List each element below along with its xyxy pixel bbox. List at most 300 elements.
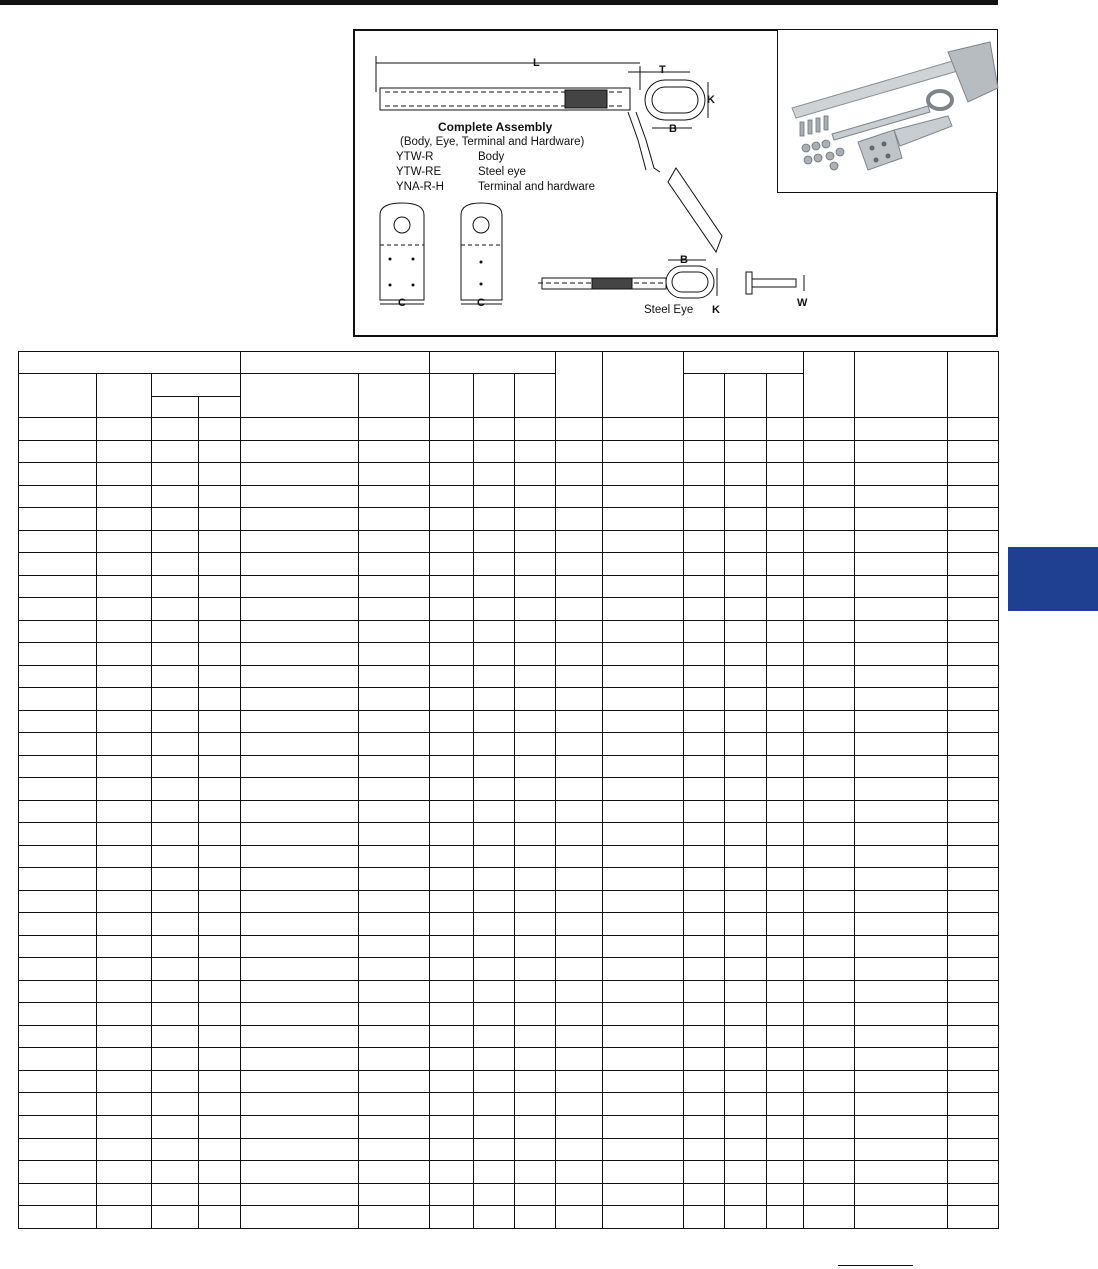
table-cell [684, 1093, 725, 1116]
table-cell [19, 688, 97, 711]
table-cell [515, 1115, 556, 1138]
table-cell [241, 643, 359, 666]
table-cell [241, 1206, 359, 1229]
table-cell [97, 1161, 152, 1184]
table-cell [804, 733, 855, 756]
table-cell [948, 575, 999, 598]
table-cell [767, 665, 804, 688]
table-cell [19, 800, 97, 823]
table-cell [430, 440, 474, 463]
table-cell [767, 778, 804, 801]
table-cell [804, 643, 855, 666]
table-cell [474, 440, 515, 463]
table-cell [855, 1138, 948, 1161]
table-cell [199, 800, 241, 823]
table-cell [804, 1025, 855, 1048]
table-cell [241, 575, 359, 598]
table-cell [359, 845, 430, 868]
table-cell [767, 800, 804, 823]
table-cell [152, 575, 199, 598]
table-cell [684, 1003, 725, 1026]
table-cell [19, 733, 97, 756]
table-cell [152, 958, 199, 981]
table-cell [359, 643, 430, 666]
table-cell [767, 868, 804, 891]
table-cell [603, 913, 684, 936]
table-cell [241, 845, 359, 868]
table-cell [556, 913, 603, 936]
table-cell [199, 530, 241, 553]
table-cell [152, 440, 199, 463]
table-cell [19, 980, 97, 1003]
dimension-label-k-top: K [707, 94, 715, 106]
table-cell [767, 440, 804, 463]
table-cell [359, 800, 430, 823]
table-cell [474, 1206, 515, 1229]
table-cell [152, 620, 199, 643]
table-cell [430, 845, 474, 868]
table-cell [359, 553, 430, 576]
table-cell [804, 755, 855, 778]
table-cell [855, 1003, 948, 1026]
table-cell [430, 463, 474, 486]
parts-legend-row [396, 150, 595, 165]
table-cell [97, 935, 152, 958]
table-cell [152, 710, 199, 733]
table-cell [152, 1206, 199, 1229]
table-cell [241, 665, 359, 688]
table-cell [199, 845, 241, 868]
table-cell [948, 1025, 999, 1048]
table-cell [19, 1161, 97, 1184]
table-cell [684, 463, 725, 486]
table-cell [241, 755, 359, 778]
table-cell [684, 575, 725, 598]
table-cell [725, 778, 767, 801]
table-cell [556, 1115, 603, 1138]
part-code: YNA-R-H [396, 181, 444, 193]
table-cell [948, 913, 999, 936]
table-cell [97, 1138, 152, 1161]
table-cell [515, 418, 556, 441]
table-cell [474, 845, 515, 868]
table-cell [603, 1003, 684, 1026]
table-cell [199, 620, 241, 643]
table-cell [97, 890, 152, 913]
table-cell [474, 485, 515, 508]
table-cell [725, 575, 767, 598]
table-cell [19, 935, 97, 958]
table-row [19, 553, 999, 576]
table-cell [767, 508, 804, 531]
table-cell [603, 553, 684, 576]
table-cell [430, 508, 474, 531]
table-cell [515, 508, 556, 531]
table-cell [948, 418, 999, 441]
table-row [19, 800, 999, 823]
table-cell [603, 980, 684, 1003]
table-cell [948, 935, 999, 958]
table-cell [767, 620, 804, 643]
table-cell [515, 553, 556, 576]
table-cell [855, 440, 948, 463]
table-cell [556, 1048, 603, 1071]
table-cell [152, 508, 199, 531]
table-cell [855, 1048, 948, 1071]
table-cell [152, 1003, 199, 1026]
dimension-label-k-eye: K [712, 304, 720, 316]
table-cell [474, 733, 515, 756]
table-cell [948, 1183, 999, 1206]
table-cell [855, 778, 948, 801]
table-cell [804, 823, 855, 846]
table-cell [603, 1183, 684, 1206]
table-cell [556, 665, 603, 688]
dimension-label-c-left: C [398, 297, 406, 309]
table-cell [948, 845, 999, 868]
table-cell [948, 530, 999, 553]
table-cell [241, 958, 359, 981]
dimension-label-t: T [659, 64, 666, 76]
table-cell [19, 1003, 97, 1026]
table-cell [241, 823, 359, 846]
table-cell [556, 1183, 603, 1206]
table-cell [767, 598, 804, 621]
part-code: YTW-RE [396, 166, 442, 178]
table-cell [767, 553, 804, 576]
table-cell [97, 485, 152, 508]
table-cell [767, 1093, 804, 1116]
table-cell [556, 980, 603, 1003]
table-cell [241, 935, 359, 958]
table-cell [855, 418, 948, 441]
table-cell [515, 463, 556, 486]
table-cell [515, 913, 556, 936]
table-cell [556, 755, 603, 778]
table-cell [474, 890, 515, 913]
table-row [19, 418, 999, 441]
table-cell [515, 890, 556, 913]
table-row [19, 688, 999, 711]
table-row [19, 710, 999, 733]
table-cell [152, 800, 199, 823]
table-cell [199, 463, 241, 486]
table-cell [804, 688, 855, 711]
table-cell [199, 688, 241, 711]
table-cell [474, 1093, 515, 1116]
table-cell [19, 868, 97, 891]
table-cell [19, 890, 97, 913]
table-cell [515, 1093, 556, 1116]
table-cell [515, 485, 556, 508]
table-cell [603, 1070, 684, 1093]
table-cell [199, 553, 241, 576]
table-row [19, 935, 999, 958]
specification-table [18, 351, 999, 1229]
table-cell [684, 1025, 725, 1048]
table-cell [684, 935, 725, 958]
table-cell [515, 440, 556, 463]
table-cell [359, 575, 430, 598]
table-cell [474, 1048, 515, 1071]
table-cell [767, 485, 804, 508]
table-cell [684, 508, 725, 531]
table-cell [767, 1115, 804, 1138]
header-row-1 [19, 352, 999, 374]
assembly-subtitle: (Body, Eye, Terminal and Hardware) [400, 136, 585, 148]
table-cell [556, 733, 603, 756]
table-cell [474, 1183, 515, 1206]
table-cell [430, 688, 474, 711]
table-cell [152, 1161, 199, 1184]
table-cell [359, 733, 430, 756]
part-description: Steel eye [478, 166, 526, 178]
table-cell [725, 688, 767, 711]
table-cell [97, 463, 152, 486]
table-cell [19, 620, 97, 643]
table-cell [430, 890, 474, 913]
table-cell [804, 1206, 855, 1229]
table-cell [684, 1048, 725, 1071]
table-cell [199, 755, 241, 778]
table-cell [855, 620, 948, 643]
table-cell [804, 868, 855, 891]
table-row [19, 643, 999, 666]
table-cell [474, 508, 515, 531]
table-cell [97, 710, 152, 733]
table-cell [199, 1138, 241, 1161]
table-cell [767, 733, 804, 756]
assembly-title: Complete Assembly [438, 120, 553, 134]
table-cell [241, 418, 359, 441]
table-cell [97, 508, 152, 531]
table-cell [474, 980, 515, 1003]
table-cell [725, 485, 767, 508]
table-row [19, 980, 999, 1003]
table-cell [684, 553, 725, 576]
table-cell [767, 1025, 804, 1048]
table-cell [725, 620, 767, 643]
table-cell [948, 1115, 999, 1138]
table-cell [97, 665, 152, 688]
table-cell [97, 418, 152, 441]
table-cell [855, 823, 948, 846]
table-cell [199, 440, 241, 463]
table-cell [725, 440, 767, 463]
table-cell [804, 485, 855, 508]
table-cell [725, 1138, 767, 1161]
table-cell [855, 1093, 948, 1116]
dimension-label-w: W [797, 297, 808, 309]
table-cell [359, 778, 430, 801]
table-cell [241, 778, 359, 801]
table-cell [359, 710, 430, 733]
table-cell [97, 913, 152, 936]
table-cell [804, 800, 855, 823]
table-cell [430, 710, 474, 733]
table-cell [359, 530, 430, 553]
table-cell [199, 823, 241, 846]
table-cell [199, 980, 241, 1003]
table-cell [515, 688, 556, 711]
table-cell [948, 980, 999, 1003]
table-cell [725, 958, 767, 981]
table-row [19, 463, 999, 486]
table-row [19, 778, 999, 801]
table-cell [97, 823, 152, 846]
table-cell [556, 688, 603, 711]
table-cell [515, 530, 556, 553]
table-cell [804, 980, 855, 1003]
table-cell [474, 665, 515, 688]
table-cell [97, 598, 152, 621]
table-cell [97, 980, 152, 1003]
table-cell [97, 778, 152, 801]
table-cell [430, 980, 474, 1003]
table-cell [855, 980, 948, 1003]
table-cell [97, 1003, 152, 1026]
table-row [19, 1093, 999, 1116]
table-cell [199, 778, 241, 801]
table-cell [948, 890, 999, 913]
table-cell [152, 733, 199, 756]
table-cell [855, 553, 948, 576]
table-cell [684, 755, 725, 778]
table-cell [767, 575, 804, 598]
table-cell [97, 1025, 152, 1048]
table-cell [359, 1048, 430, 1071]
table-cell [855, 710, 948, 733]
table-cell [359, 440, 430, 463]
table-cell [948, 1093, 999, 1116]
table-row [19, 958, 999, 981]
table-cell [948, 1206, 999, 1229]
table-cell [767, 643, 804, 666]
table-cell [684, 1115, 725, 1138]
table-cell [556, 463, 603, 486]
table-row [19, 1161, 999, 1184]
table-cell [767, 1206, 804, 1229]
table-cell [430, 868, 474, 891]
table-cell [19, 1070, 97, 1093]
table-cell [767, 418, 804, 441]
table-cell [556, 868, 603, 891]
table-cell [19, 845, 97, 868]
table-cell [556, 1070, 603, 1093]
table-cell [855, 508, 948, 531]
table-cell [97, 688, 152, 711]
table-row [19, 598, 999, 621]
table-cell [474, 575, 515, 598]
table-cell [684, 688, 725, 711]
table-cell [241, 620, 359, 643]
table-cell [725, 1025, 767, 1048]
table-cell [19, 665, 97, 688]
table-cell [684, 733, 725, 756]
table-cell [684, 1138, 725, 1161]
table-cell [241, 463, 359, 486]
dimension-label-c-right: C [477, 297, 485, 309]
table-cell [515, 575, 556, 598]
table-cell [474, 598, 515, 621]
table-cell [19, 913, 97, 936]
table-cell [474, 643, 515, 666]
table-cell [152, 1183, 199, 1206]
table-cell [684, 665, 725, 688]
table-cell [152, 463, 199, 486]
table-cell [603, 440, 684, 463]
table-cell [241, 1138, 359, 1161]
table-row [19, 1183, 999, 1206]
table-cell [97, 643, 152, 666]
table-cell [948, 643, 999, 666]
table-cell [855, 688, 948, 711]
table-cell [515, 665, 556, 688]
table-cell [684, 868, 725, 891]
table-cell [241, 440, 359, 463]
table-cell [430, 1161, 474, 1184]
table-cell [556, 935, 603, 958]
table-cell [19, 440, 97, 463]
table-cell [97, 958, 152, 981]
table-cell [603, 800, 684, 823]
table-cell [199, 1183, 241, 1206]
table-cell [725, 553, 767, 576]
table-cell [855, 913, 948, 936]
table-cell [603, 463, 684, 486]
table-cell [804, 1183, 855, 1206]
table-row [19, 530, 999, 553]
table-cell [556, 643, 603, 666]
table-cell [515, 1138, 556, 1161]
table-cell [556, 620, 603, 643]
table-cell [152, 1025, 199, 1048]
table-cell [359, 958, 430, 981]
table-cell [430, 418, 474, 441]
table-cell [515, 1025, 556, 1048]
table-cell [430, 620, 474, 643]
table-cell [241, 1183, 359, 1206]
table-cell [603, 823, 684, 846]
table-cell [725, 463, 767, 486]
table-cell [19, 463, 97, 486]
part-description: Body [478, 151, 505, 163]
table-cell [684, 485, 725, 508]
table-row [19, 575, 999, 598]
table-cell [152, 913, 199, 936]
table-row [19, 665, 999, 688]
table-cell [948, 1138, 999, 1161]
table-cell [241, 890, 359, 913]
table-cell [556, 1025, 603, 1048]
table-cell [97, 1183, 152, 1206]
table-cell [97, 1115, 152, 1138]
table-cell [241, 530, 359, 553]
table-cell [855, 530, 948, 553]
table-cell [603, 575, 684, 598]
table-cell [684, 440, 725, 463]
table-cell [948, 710, 999, 733]
table-cell [241, 1048, 359, 1071]
table-cell [515, 778, 556, 801]
table-cell [684, 418, 725, 441]
table-cell [19, 553, 97, 576]
table-cell [855, 1070, 948, 1093]
table-cell [474, 1025, 515, 1048]
table-cell [152, 845, 199, 868]
table-cell [767, 463, 804, 486]
table-cell [19, 1115, 97, 1138]
